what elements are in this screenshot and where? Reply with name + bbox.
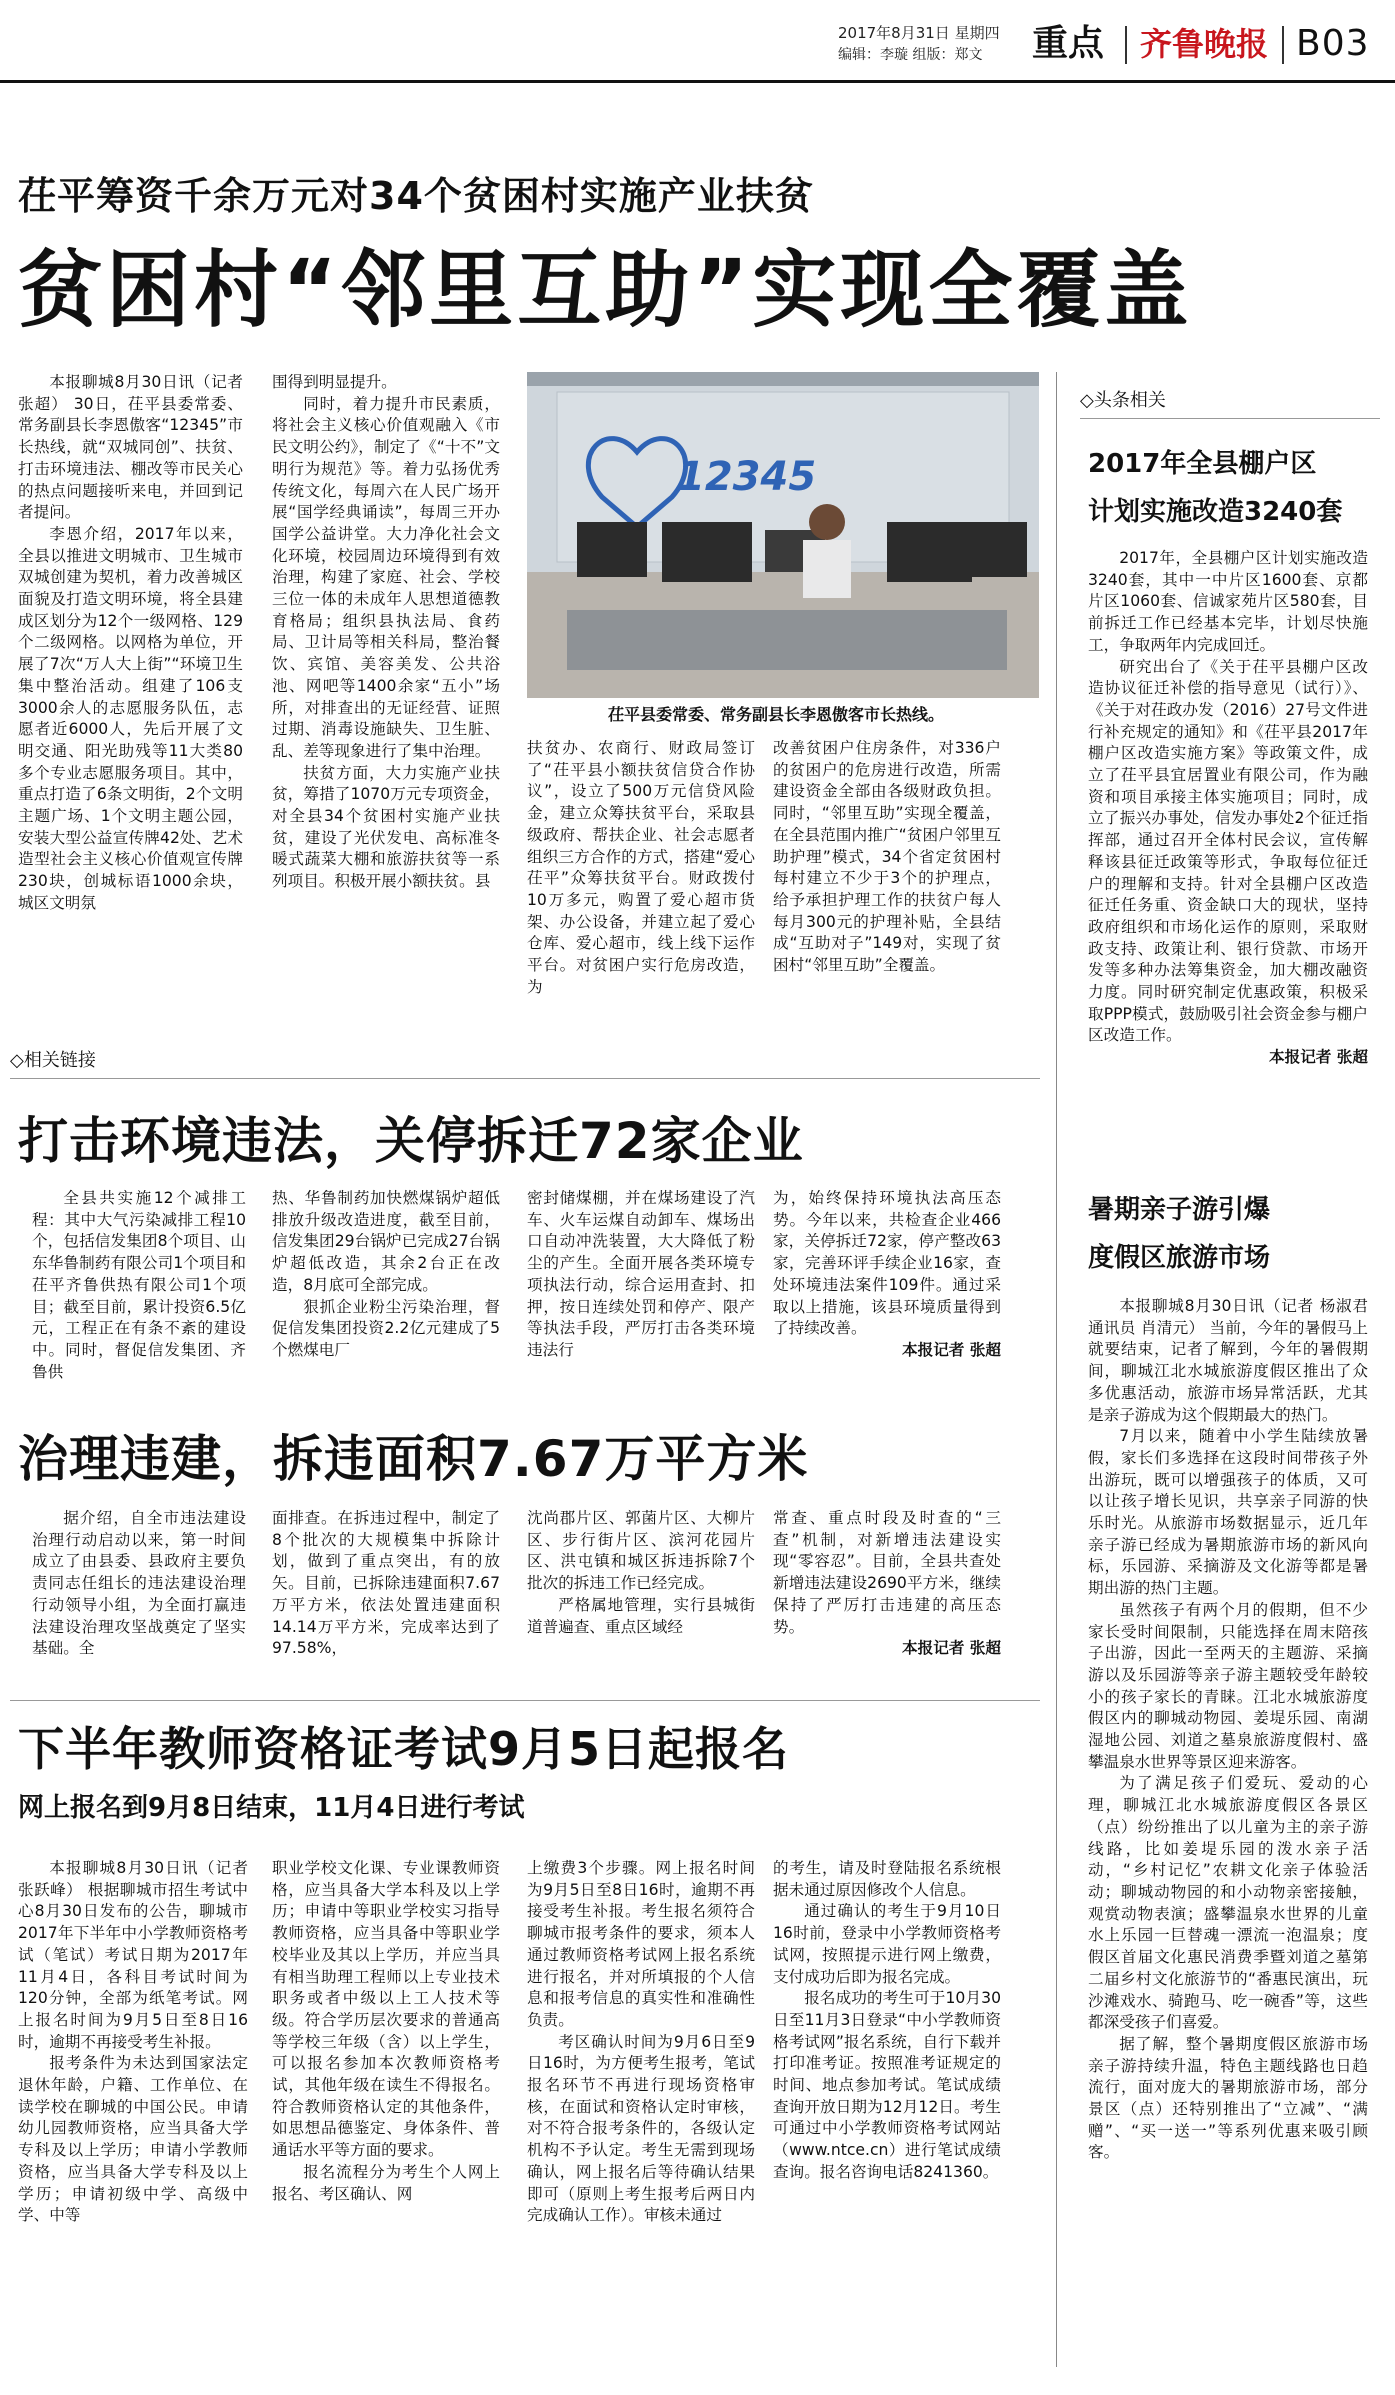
build-byline: 本报记者 张超 <box>902 1639 1001 1658</box>
hotline-photo <box>527 372 1039 698</box>
lead-paragraph: 李恩介绍，2017年以来，全县以推进文明城市、卫生城市双城创建为契机，着力改善城区面貌及打造文明环境，将全县建成区划分为12个一级网格、129个二级网格。以网格为单位，开展了7次“万人大上街”“环境卫生集中整治活动。组建了106支3000余人的志愿服务队伍，志愿者近6000人，先后开展了文明交通、阳光助残等11大类80多个专业志愿服务项目。其中，重点打造了6条文明街，2个文明主题广场、1个文明主题公园，安装大型公益宣传牌42处、艺术造型社会主义核心价值观宣传牌230块，创城标语1000余块，城区文明氛 <box>18 524 243 912</box>
env-paragraph: 狠抓企业粉尘污染治理，督促信发集团投资2.2亿元建成了5个燃煤电厂 <box>272 1297 500 1359</box>
env-paragraph: 全县共实施12个减排工程：其中大气污染减排工程10个，包括信发集团8个项目、山东华鲁制药有限公司1个项目和茌平齐鲁供热有限公司1个项目；截至目前，累计投资6.5亿元，工程正在有条不紊的建设中。同时，督促信发集团、齐鲁供 <box>32 1189 246 1381</box>
photo-caption: 茌平县委常委、常务副县长李恩傲客市长热线。 <box>608 705 945 724</box>
lead-paragraph: 围得到明显提升。 <box>272 373 397 391</box>
env-col-1 <box>32 1188 246 1383</box>
exam-col-4 <box>773 1858 1001 2184</box>
lead-paragraph: 扶贫办、农商行、财政局签订了“茌平县小额扶贫信贷合作协议”，设立了500万元信贷风险金，建立众筹扶贫平台，采取县级政府、帮扶企业、社会志愿者组织三方合作的方式，搭建“爱心茌平”众筹扶贫平台。财政拨付10万多元，购置了爱心超市货架、办公设备，并建立起了爱心仓库、爱心超市，线上线下运作平台。对贫困户实行危房改造，为 <box>527 739 755 996</box>
exam-paragraph: 本报聊城8月30日讯（记者 张跃峰） 根据聊城市招生考试中心8月30日发布的公告，聊城市2017年下半年中小学教师资格考试（笔试）考试日期为2017年11月4日，各科目考试时间为120分钟，全部为纸笔考试。网上报名时间为9月5日至8日16时，逾期不再接受考生补报。 <box>18 1859 248 2051</box>
paper-logo: 齐鲁晚报 <box>1140 25 1269 63</box>
build-col-1 <box>32 1508 246 1660</box>
env-col-4 <box>773 1188 1001 1362</box>
photo-illustration <box>527 372 1039 698</box>
sidebar-separator <box>1056 372 1057 2367</box>
section-rule <box>10 1078 1040 1079</box>
exam-paragraph: 职业学校文化课、专业课教师资格，应当具备大学本科及以上学历；申请中等职业学校实习指导教师资格，应当具备中等职业学校毕业及其以上学历，并应当具有相当助理工程师以上专业技术职务或者中级以上工人技术等级。符合学历层次要求的普通高等学校三年级（含）以上学生，可以报名参加本次教师资格考试，其他年级在读生不得报名。符合教师资格认定的其他条件，如思想品德鉴定、身体条件、普通话水平等方面的要求。 <box>272 1859 500 2160</box>
exam-col-2 <box>272 1858 500 2205</box>
section-rule <box>10 1700 1040 1701</box>
exam-subhead: 网上报名到9月8日结束，11月4日进行考试 <box>18 1793 525 1823</box>
exam-paragraph: 报名成功的考生可于10月30日至11月3日登录“中小学教师资格考试网”报名系统，自行下载并打印准考证。按照准考证规定的时间、地点参加考试。笔试成绩查询开放日期为12月12日。考生可通过中小学教师资格考试网站（www.ntce.cn）进行笔试成绩查询。报名咨询电话8241360。 <box>773 1989 1001 2181</box>
top-rule <box>0 80 1395 83</box>
env-col-3 <box>527 1188 755 1362</box>
sidebar-byline: 本报记者 张超 <box>1269 1048 1368 1067</box>
lead-paragraph: 扶贫方面，大力实施产业扶贫，筹措了1070万元专项资金，对全县34个贫困村实施产业扶贫，建设了光伏发电、高标准冬暖式蔬菜大棚和旅游扶贫等一系列项目。积极开展小额扶贫。县 <box>272 763 500 891</box>
exam-headline: 下半年教师资格证考试9月5日起报名 <box>18 1722 790 1776</box>
sidebar-story2-headline: 暑期亲子游引爆 度假区旅游市场 <box>1088 1195 1271 1273</box>
build-col-2 <box>272 1508 500 1660</box>
related-link-label: ◇相关链接 <box>10 1050 96 1071</box>
lead-headline: 贫困村“邻里互助”实现全覆盖 <box>18 241 1193 339</box>
exam-paragraph: 通过确认的考生于9月10日16时前，登录中小学教师资格考试网，按照提示进行网上缴费，支付成功后即为报名完成。 <box>773 1902 1001 1986</box>
env-paragraph: 密封储煤棚，并在煤场建设了汽车、火车运煤自动卸车、煤场出口自动冲洗装置，大大降低了粉尘的产生。全面开展各类环境专项执法行动，综合运用查封、扣押，按日连续处罚和停产、限产等执法手段，严厉打击各类环境违法行 <box>527 1189 755 1359</box>
lead-col-2 <box>272 372 500 893</box>
lead-paragraph: 同时，着力提升市民素质，将社会主义核心价值观融入《市民文明公约》，制定了《“十不”文明行为规范》等。着力弘扬优秀传统文化，每周六在人民广场开展“国学经典诵读”，每周三开办国学公益讲堂。大力净化社会文化环境，校园周边环境得到有效治理，构建了家庭、社会、学校三位一体的未成年人思想道德教育格局；组织县执法局、食药局、卫计局等相关科局，整治餐饮、宾馆、美容美发、公共浴池、网吧等1400余家“五小”场所，对排查出的无证经营、证照过期、消毒设施缺失、卫生脏、乱、差等现象进行了集中治理。 <box>272 394 500 760</box>
exam-col-3 <box>527 1858 755 2227</box>
lead-col-4 <box>773 738 1001 977</box>
sidebar-paragraph: 本报聊城8月30日讯（记者 杨淑君 通讯员 肖清元） 当前，今年的暑假马上就要结束，记者了解到，今年的暑假期间，聊城江北水城旅游度假区推出了众多优惠活动，旅游市场异常活跃，尤其是亲子游成为这个假期最大的热门。 <box>1088 1297 1368 1424</box>
env-paragraph: 为，始终保持环境执法高压态势。今年以来，共检查企业466家，关停拆迁72家，停产整改63家，完善环评手续企业16家，查处环境违法案件109件。通过采取以上措施，该县环境质量得到了持续改善。 <box>773 1189 1001 1338</box>
build-paragraph: 常查、重点时段及时查的“三查”机制，对新增违法建设实现“零容忍”。目前，全县共查处新增违法建设2690平方米，继续保持了严厉打击违建的高压态势。 <box>773 1509 1001 1636</box>
exam-paragraph: 上缴费3个步骤。网上报名时间为9月5日至8日16时，逾期不再接受考生补报。考生报名须符合聊城市报考条件的要求，须本人通过教师资格考试网上报名系统进行报名，并对所填报的个人信息和报考信息的真实性和准确性负责。 <box>527 1859 755 2029</box>
build-paragraph: 据介绍，自全市违法建设治理行动启动以来，第一时间成立了由县委、县政府主要负责同志任组长的违法建设治理行动领导小组，为全面打赢违法建设治理攻坚战奠定了坚实基础。全 <box>32 1509 246 1658</box>
lead-kicker: 茌平筹资千余万元对34个贫困村实施产业扶贫 <box>18 174 814 218</box>
masthead-divider <box>1282 26 1284 64</box>
exam-paragraph: 的考生，请及时登陆报名系统根据未通过原因修改个人信息。 <box>773 1859 1001 1899</box>
sidebar-paragraph: 为了满足孩子们爱玩、爱动的心理，聊城江北水城旅游度假区各景区（点）纷纷推出了以儿童为主的亲子游线路，比如姜堤乐园的泼水亲子活动，“乡村记忆”农耕文化亲子体验活动；聊城动物园的和小动物亲密接触，观赏动物表演；盛攀温泉水世界的儿童水上乐园一巨替魂一漂流一泡温泉；度假区首届文化惠民消费季暨刘道之墓第二届乡村文化旅游节的“番惠民演出，玩沙滩戏水、骑跑马、吃一碗香”等，这些都深受孩子们喜爱。 <box>1088 1774 1368 2032</box>
sidebar-paragraph: 虽然孩子有两个月的假期，但不少家长受时间限制，只能选择在周末陪孩子出游，因此一至两天的主题游、采摘游以及乐园游等亲子游主题较受年龄较小的孩子家长的青睐。江北水城旅游度假区内的聊城动物园、姜堤乐园、南湖湿地公园、刘道之墓泉旅游度假村、盛攀温泉水世界等景区迎来游客。 <box>1088 1600 1368 1771</box>
lead-col-1 <box>18 372 243 915</box>
exam-paragraph: 考区确认时间为9月6日至9日16时，为方便考生报考，笔试报名环节不再进行现场资格审核，在面试和资格认定时审核，对不符合报考条件的，各级认定机构不予认定。考生无需到现场确认，网上报名后等待确认结果即可（原则上考生报考后两日内完成确认工作）。审核未通过 <box>527 2032 755 2225</box>
issue-date: 2017年8月31日 星期四 编辑：李璇 组版：郑文 <box>838 22 1000 66</box>
section-name: 重点 <box>1032 23 1105 64</box>
env-headline: 打击环境违法，关停拆迁72家企业 <box>18 1112 804 1170</box>
sidebar-label: ◇头条相关 <box>1080 390 1166 411</box>
build-headline: 治理违建，拆违面积7.67万平方米 <box>18 1430 809 1488</box>
editors-line: 编辑：李璇 组版：郑文 <box>838 47 983 63</box>
lead-paragraph: 改善贫困户住房条件，对336户的贫困户的危房进行改造，所需建设资金全部由各级财政负担。同时，“邻里互助”实现全覆盖，在全县范围内推广“贫困户邻里互助护理”模式，34个省定贫困村每村建立不少于3个的护理点，给予承担护理工作的扶贫户每人每月300元的护理补贴，全县结成“互助对子”149对，实现了贫困村“邻里互助”全覆盖。 <box>773 739 1001 975</box>
build-paragraph: 沈尚郡片区、郭菌片区、大柳片区、步行街片区、滨河花园片区、洪屯镇和城区拆违拆除7个批次的拆违工作已经完成。 <box>527 1509 755 1593</box>
build-col-3 <box>527 1508 755 1638</box>
env-col-2 <box>272 1188 500 1362</box>
exam-paragraph: 报考条件为未达到国家法定退休年龄，户籍、工作单位、在读学校在聊城的中国公民。申请幼儿园教师资格，应当具备大学专科及以上学历；申请小学教师资格，应当具备大学专科及以上学历；申请初级中学、高级中学、中等 <box>18 2054 248 2225</box>
sidebar-rule <box>1080 418 1380 419</box>
env-paragraph: 热、华鲁制药加快燃煤锅炉超低排放升级改造进度，截至目前，信发集团29台锅炉已完成27台锅炉超低改造，其余2台正在改造，8月底可全部完成。 <box>272 1189 500 1294</box>
lead-paragraph: 本报聊城8月30日讯（记者 张超） 30日，茌平县委常委、常务副县长李恩傲客“12345”市长热线，就“双城同创”、扶贫、打击环境违法、棚改等市民关心的热点问题接听来电，并回到记者提问。 <box>18 373 243 522</box>
build-paragraph: 严格属地管理，实行县城街道普遍查、重点区域经 <box>527 1595 755 1636</box>
sidebar-paragraph: 7月以来，随着中小学生陆续放暑假，家长们多选择在这段时间带孩子外出游玩，既可以增强孩子的体质，又可以让孩子增长见识，共享亲子同游的快乐时光。从旅游市场数据显示，近几年亲子游已经成为暑期旅游市场的新风向标，乐园游、采摘游及文化游等都是暑期出游的热门主题。 <box>1088 1427 1368 1598</box>
masthead-divider <box>1125 26 1127 64</box>
env-byline: 本报记者 张超 <box>902 1340 1001 1359</box>
build-paragraph: 面排查。在拆违过程中，制定了8个批次的大规模集中拆除计划，做到了重点突出，有的放矢。目前，已拆除违建面积7.67万平方米，依法处置违建面积14.14万平方米，完成率达到了97.58%， <box>272 1509 500 1658</box>
sidebar-paragraph: 2017年，全县棚户区计划实施改造3240套，其中一中片区1600套、京都片区1060套、信诚家苑片区580套，目前拆迁工作已经基本完毕，计划尽快施工，争取两年内完成回迁。 <box>1088 549 1368 654</box>
build-col-4 <box>773 1508 1001 1660</box>
sidebar-paragraph: 据了解，整个暑期度假区旅游市场亲子游持续升温，特色主题线路也日趋流行，面对庞大的暑期旅游市场，部分景区（点）还特别推出了“立减”、“满赠”、“买一送一”等系列优惠来吸引顾客。 <box>1088 2034 1368 2162</box>
sidebar-story1-headline: 2017年全县棚户区 计划实施改造3240套 <box>1088 449 1343 527</box>
sidebar-story1-body <box>1088 548 1368 1069</box>
exam-col-1 <box>18 1858 248 2227</box>
sidebar-paragraph: 研究出台了《关于茌平县棚户区改造协议征迁补偿的指导意见（试行）》、《关于对茌政办发（2016）27号文件进行补充规定的通知》和《茌平县2017年棚户区改造实施方案》等政策文件，成立了茌平县宜居置业有限公司，作为融资和项目承接主体实施项目；同时，成立了振兴办事处，信发办事处2个征迁指挥部，通过召开全体村民会议，宣传解释该县征迁政策等形式，争取每位征迁户的理解和支持。针对全县棚户区改造征迁任务重、资金缺口大的现状，坚持政府组织和市场化运作的原则，采取财政支持、政策让利、银行贷款、市场开发等多种办法筹集资金，加大棚改融资力度。同时研究制定优惠政策，积极采取PPP模式，鼓励吸引社会资金参与棚户区改造工作。 <box>1088 657 1368 1045</box>
page-number: B03 <box>1296 23 1370 64</box>
sidebar-story2-body <box>1088 1296 1368 2164</box>
lead-col-3 <box>527 738 755 998</box>
exam-paragraph: 报名流程分为考生个人网上报名、考区确认、网 <box>272 2162 500 2203</box>
photo-sign-text: 12345 <box>677 454 817 500</box>
